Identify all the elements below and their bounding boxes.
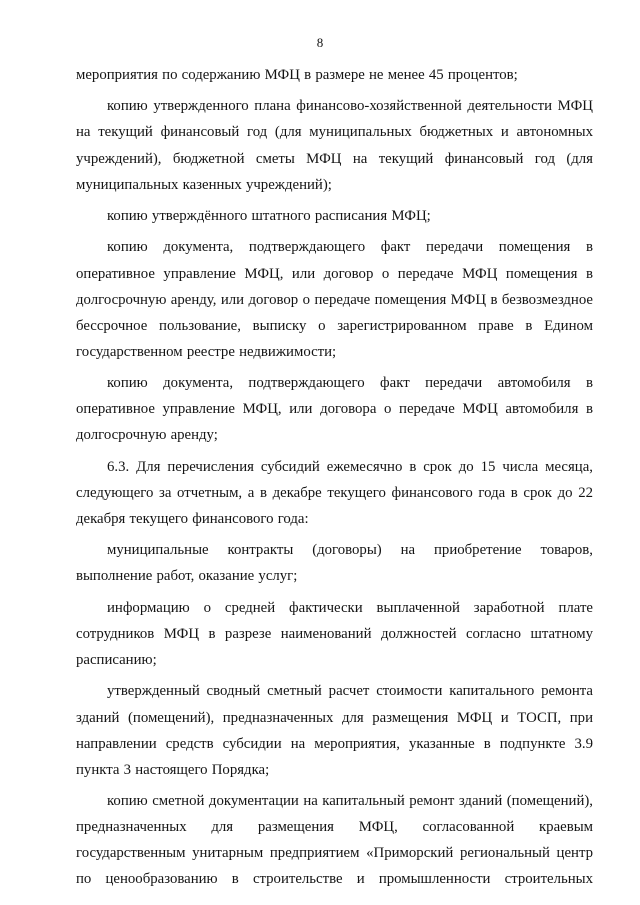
paragraph-contracts: муниципальные контракты (договоры) на приобретение товаров, выполнение работ, оказание услуг; [76, 542, 593, 585]
paragraph-continuation: мероприятия по содержанию МФЦ в размере не менее 45 процентов; [76, 67, 518, 83]
paragraph-estimate-documentation: копию сметной документации на капитальный ремонт зданий (помещений), предназначенных для размещения МФЦ, согласованной краевым государственным унитарным предприятием «Приморский региональный центр по ценообразованию в строительстве и промышленности строительных [76, 793, 593, 888]
paragraph-salary-info: информацию о средней фактически выплаченной заработной плате сотрудников МФЦ в разрезе наименований должностей согласно штатному расписанию; [76, 599, 593, 669]
page-number: 8 [316, 35, 324, 50]
paragraph-repair-estimate: утвержденный сводный сметный расчет стоимости капитального ремонта зданий (помещений), предназначенных для размещения МФЦ и ТОСП, при направлении средств субсидии на мероприятия, указанные в подпункте 3.9 пункта 3 настоящего Порядка; [76, 683, 593, 778]
paragraph-staff-schedule: копию утверждённого штатного расписания МФЦ; [107, 208, 431, 225]
paragraph-section-6-3: 6.3. Для перечисления субсидий ежемесячно в срок до 15 числа месяца, следующего за отчетным, а в декабре текущего финансового года в срок до 22 декабря текущего финансового года: [76, 458, 593, 527]
paragraph-vehicle-transfer: копию документа, подтверждающего факт передачи автомобиля в оперативное управление МФЦ, или договора о передаче МФЦ автомобиля в долгосрочную аренду; [76, 375, 593, 444]
paragraph-premises-transfer: копию документа, подтверждающего факт передачи помещения в оперативное управление МФЦ, или договор о передаче МФЦ помещения в долгосрочную аренду, или договор о передаче помещения МФЦ в безвозмездное бессрочное пользование, выписку о зарегистрированном праве в Едином государственном реестре недвижимости; [76, 239, 593, 360]
paragraph-plan-copy: копию утвержденного плана финансово-хозяйственной деятельности МФЦ на текущий финансовый год (для муниципальных бюджетных и автономных учреждений), бюджетной сметы МФЦ на текущий финансовый год (для муниципальных казенных учреждений); [76, 98, 593, 193]
document-body [76, 62, 593, 892]
